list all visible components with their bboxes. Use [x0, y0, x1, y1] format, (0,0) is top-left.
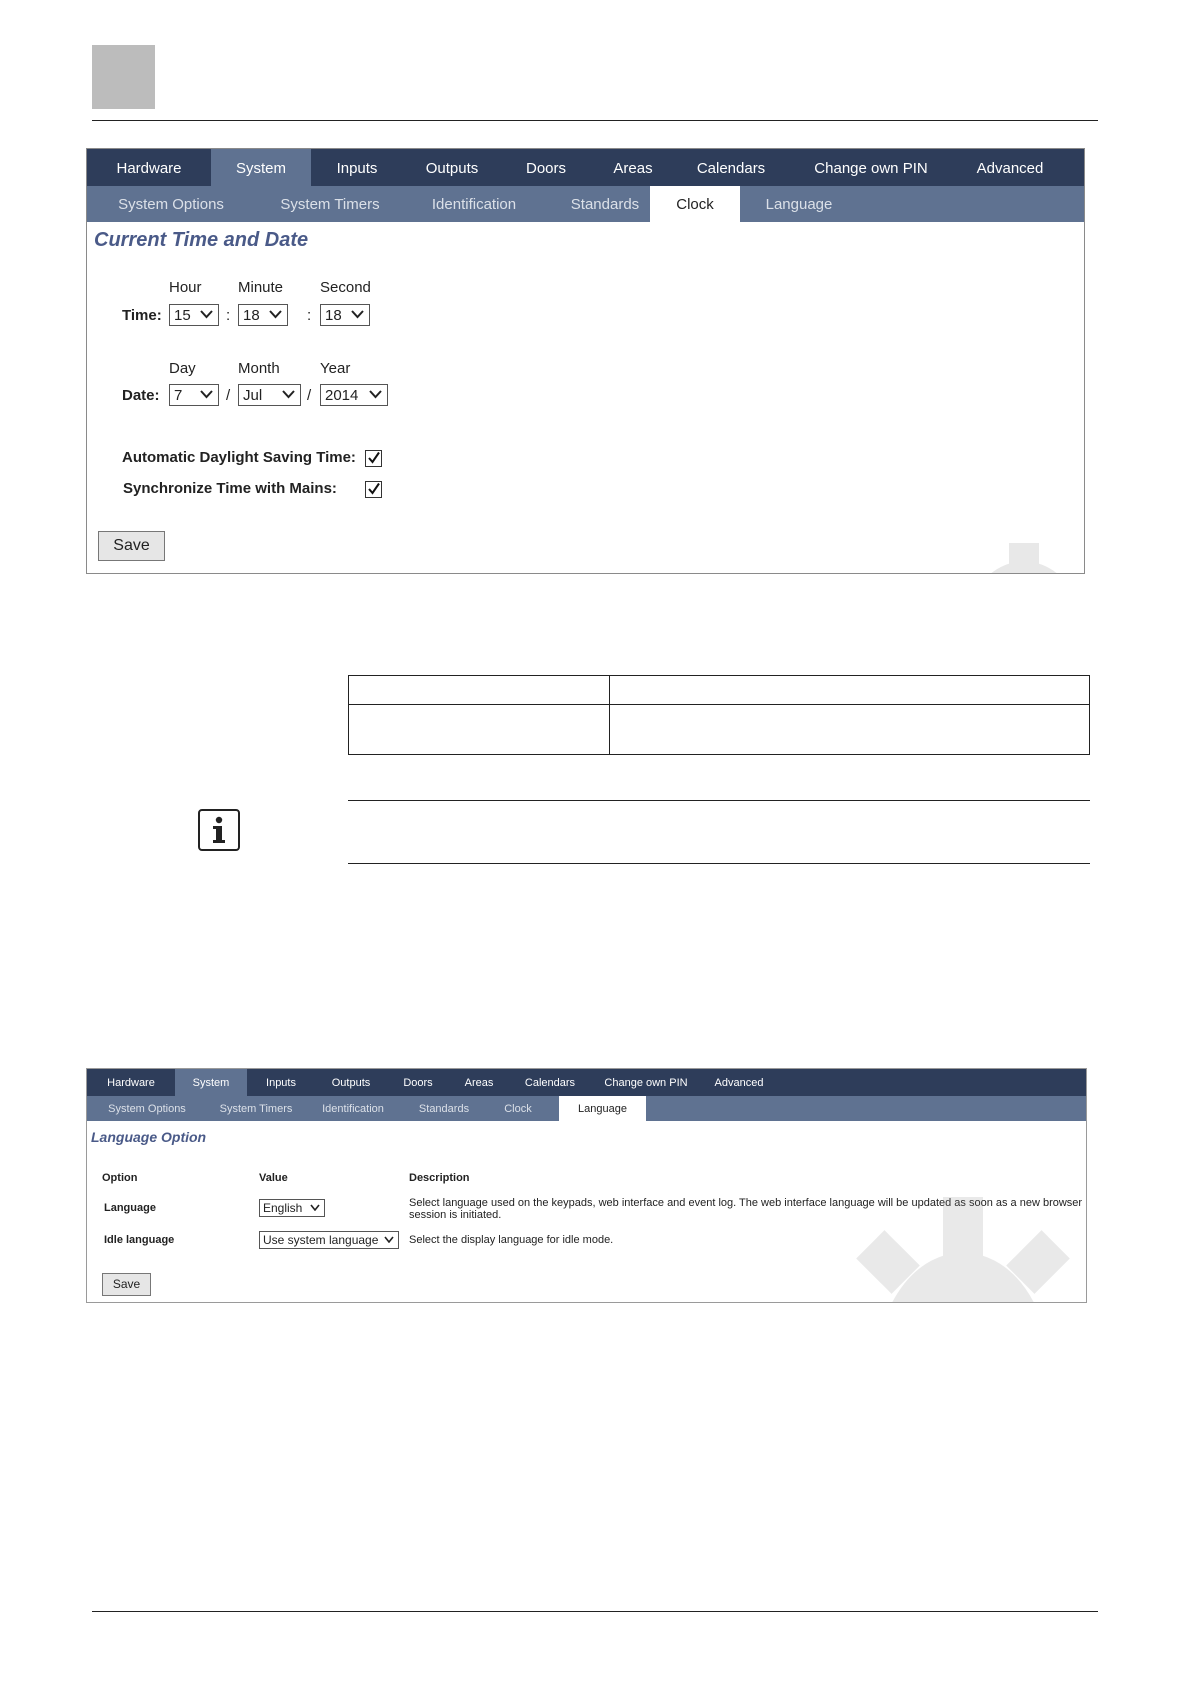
tab-calendars[interactable]: Calendars — [696, 160, 766, 177]
tab-system[interactable]: System — [211, 149, 311, 186]
chevron-down-icon — [369, 390, 382, 399]
subtab-language[interactable]: Language — [559, 1096, 646, 1121]
tab-inputs[interactable]: Inputs — [266, 1077, 296, 1089]
month-label: Month — [238, 360, 280, 377]
table-cell — [348, 704, 610, 755]
subtab-standards[interactable]: Standards — [570, 196, 640, 213]
date-separator: / — [307, 387, 312, 404]
hour-label: Hour — [169, 279, 202, 296]
checkmark-icon — [367, 451, 381, 465]
subtab-language[interactable]: Language — [765, 196, 833, 213]
gear-watermark-icon — [848, 1197, 1078, 1303]
date-separator: / — [226, 387, 231, 404]
tab-inputs[interactable]: Inputs — [336, 160, 378, 177]
column-header-description: Description — [409, 1172, 470, 1184]
option-language-label: Language — [104, 1202, 156, 1214]
language-description-cont: session is initiated. — [409, 1209, 502, 1221]
subtab-system-timers[interactable]: System Timers — [219, 1103, 293, 1115]
table-header-cell — [348, 675, 610, 705]
subtab-system-options[interactable]: System Options — [118, 196, 224, 213]
chevron-down-icon — [282, 390, 295, 399]
time-label: Time: — [122, 307, 162, 324]
tab-change-own-pin[interactable]: Change own PIN — [604, 1077, 688, 1089]
subtab-system-timers[interactable]: System Timers — [280, 196, 380, 213]
second-label: Second — [320, 279, 371, 296]
language-settings-screenshot — [86, 1068, 1087, 1303]
dst-label: Automatic Daylight Saving Time: — [122, 449, 356, 466]
gear-watermark-icon — [954, 543, 1085, 574]
tab-outputs[interactable]: Outputs — [425, 160, 479, 177]
tab-hardware[interactable]: Hardware — [107, 1077, 155, 1089]
note-top-rule — [348, 800, 1090, 801]
column-header-value: Value — [259, 1172, 288, 1184]
tab-areas[interactable]: Areas — [464, 1077, 494, 1089]
subtab-clock[interactable]: Clock — [650, 186, 740, 222]
chevron-down-icon — [200, 390, 213, 399]
table-header-cell — [609, 675, 1090, 705]
column-header-option: Option — [102, 1172, 138, 1184]
language-description: Select language used on the keypads, web interface and event log. The web interface language will be updated as soon as a new browser — [409, 1197, 1083, 1209]
data-table — [348, 675, 1090, 755]
tab-calendars[interactable]: Calendars — [524, 1077, 576, 1089]
language-select[interactable]: English — [259, 1199, 325, 1217]
subtab-identification[interactable]: Identification — [322, 1103, 384, 1115]
table-cell — [609, 704, 1090, 755]
chevron-down-icon — [384, 1236, 394, 1243]
tab-areas[interactable]: Areas — [613, 160, 653, 177]
save-button[interactable]: Save — [98, 531, 165, 561]
page-title: Language Option — [91, 1129, 207, 1145]
note-bottom-rule — [348, 863, 1090, 864]
sync-mains-label: Synchronize Time with Mains: — [123, 480, 337, 497]
subtab-standards[interactable]: Standards — [418, 1103, 470, 1115]
tab-doors[interactable]: Doors — [525, 160, 566, 177]
time-separator: : — [307, 307, 312, 324]
header-rule — [92, 120, 1098, 121]
tab-change-own-pin[interactable]: Change own PIN — [814, 160, 928, 177]
subtab-clock[interactable]: Clock — [504, 1103, 532, 1115]
page-title: Current Time and Date — [94, 229, 309, 251]
idle-language-select[interactable]: Use system language — [259, 1231, 399, 1249]
sync-mains-checkbox[interactable] — [365, 481, 382, 498]
info-icon — [198, 809, 240, 851]
footer-rule — [92, 1611, 1098, 1612]
tab-outputs[interactable]: Outputs — [331, 1077, 371, 1089]
tab-system[interactable]: System — [175, 1069, 247, 1096]
second-select[interactable]: 18 — [320, 304, 370, 326]
sub-nav — [87, 1096, 1086, 1121]
date-label: Date: — [122, 387, 160, 404]
year-label: Year — [320, 360, 351, 377]
tab-hardware[interactable]: Hardware — [116, 160, 182, 177]
month-select[interactable]: Jul — [238, 384, 301, 406]
chevron-down-icon — [351, 310, 364, 319]
time-separator: : — [226, 307, 231, 324]
idle-language-description: Select the display language for idle mode. — [409, 1234, 614, 1246]
option-idle-language-label: Idle language — [104, 1234, 175, 1246]
day-select[interactable]: 7 — [169, 384, 219, 406]
main-nav — [87, 149, 1084, 186]
day-label: Day — [169, 360, 196, 377]
year-select[interactable]: 2014 — [320, 384, 388, 406]
checkmark-icon — [367, 482, 381, 496]
minute-select[interactable]: 18 — [238, 304, 288, 326]
tab-advanced[interactable]: Advanced — [714, 1077, 764, 1089]
save-button[interactable]: Save — [102, 1273, 151, 1296]
dst-checkbox[interactable] — [365, 450, 382, 467]
chevron-down-icon — [310, 1204, 320, 1211]
header-logo-block — [92, 45, 155, 109]
chevron-down-icon — [269, 310, 282, 319]
main-nav — [87, 1069, 1086, 1096]
sub-nav — [87, 186, 1084, 222]
minute-label: Minute — [238, 279, 284, 296]
subtab-identification[interactable]: Identification — [431, 196, 517, 213]
clock-settings-screenshot — [86, 148, 1085, 574]
subtab-system-options[interactable]: System Options — [108, 1103, 186, 1115]
tab-doors[interactable]: Doors — [403, 1077, 433, 1089]
tab-advanced[interactable]: Advanced — [976, 160, 1044, 177]
chevron-down-icon — [200, 310, 213, 319]
hour-select[interactable]: 15 — [169, 304, 219, 326]
